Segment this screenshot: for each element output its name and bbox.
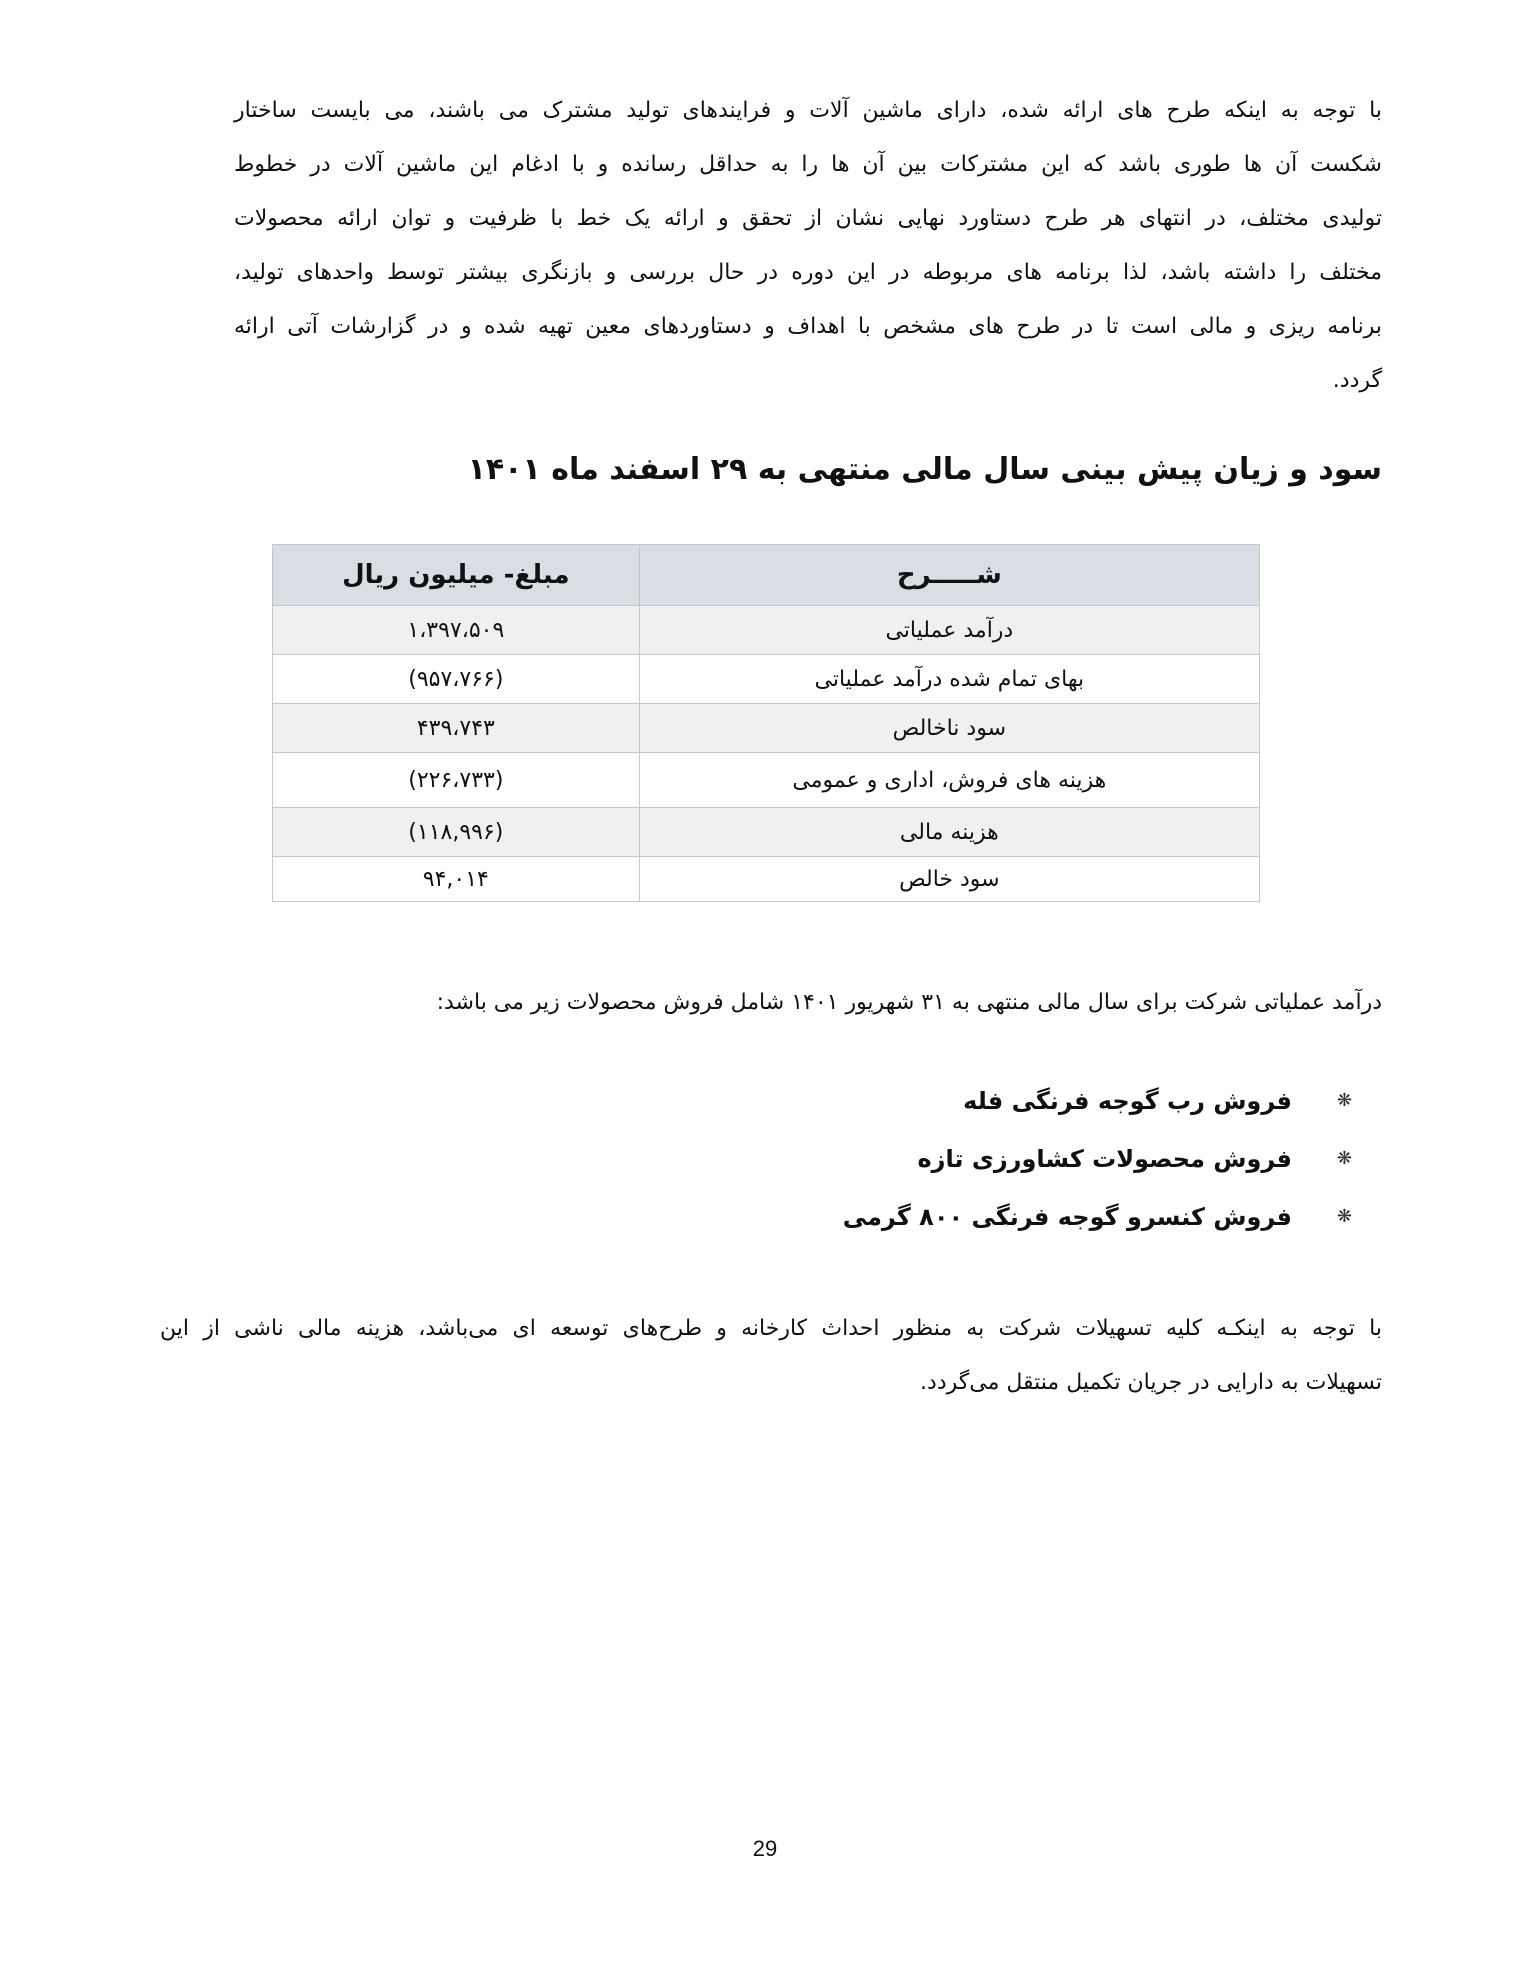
product-label: فروش رب گوجه فرنگی فله	[963, 1087, 1292, 1115]
table-row	[273, 753, 1260, 808]
row-amount: (۱۱۸,۹۹۶)	[273, 808, 640, 857]
list-item	[843, 1188, 1352, 1246]
row-description: درآمد عملیاتی	[639, 606, 1259, 655]
row-description: سود ناخالص	[639, 704, 1259, 753]
table-row	[273, 655, 1260, 704]
intro-line: گردد.	[1332, 368, 1382, 393]
row-description: هزینه های فروش، اداری و عمومی	[639, 753, 1259, 808]
profit-loss-table	[272, 544, 1260, 902]
row-description: بهای تمام شده درآمد عملیاتی	[639, 655, 1259, 704]
table-row	[273, 606, 1260, 655]
closing-paragraph	[160, 1302, 1382, 1410]
bullet-icon: ❋	[1336, 1148, 1352, 1169]
header-amount: مبلغ- میلیون ریال	[273, 545, 640, 606]
product-label: فروش کنسرو گوجه فرنگی ۸۰۰ گرمی	[842, 1203, 1292, 1231]
table-header-row	[273, 545, 1260, 606]
row-amount: ۴۳۹،۷۴۳	[273, 704, 640, 753]
section-heading: سود و زیان پیش بینی سال مالی منتهی به ۲۹ اسفند ماه ۱۴۰۱	[467, 452, 1382, 487]
row-amount: (۹۵۷،۷۶۶)	[273, 655, 640, 704]
intro-paragraph	[234, 84, 1382, 408]
row-amount: (۲۲۶،۷۳۳)	[273, 753, 640, 808]
closing-line: با توجه به اینکـه کلیه تسهیلات شرکت به منظور احداث کارخانه و طرح‌های توسعه ای می‌باشد، هزینه مالی ناشی از این	[160, 1316, 1382, 1341]
list-item	[843, 1072, 1352, 1130]
row-amount: ۹۴,۰۱۴	[273, 857, 640, 902]
bullet-icon: ❋	[1336, 1206, 1352, 1227]
product-list	[843, 1072, 1352, 1246]
row-description: سود خالص	[639, 857, 1259, 902]
row-amount: ۱،۳۹۷،۵۰۹	[273, 606, 640, 655]
intro-line: برنامه ریزی و مالی است تا در طرح های مشخص با اهداف و دستاوردهای معین تهیه شده و در گزارشات آتی ارائه	[234, 314, 1382, 339]
intro-line: با توجه به اینکه طرح های ارائه شده، دارای ماشین آلات و فرایندهای تولید مشترک می باشند، می بایست ساختار	[234, 98, 1382, 123]
list-item	[843, 1130, 1352, 1188]
intro-line: شکست آن ها طوری باشد که این مشترکات بین آن ها را به حداقل رسانده و با ادغام این ماشین آلات در خطوط	[234, 152, 1382, 177]
closing-line: تسهیلات به دارایی در جریان تکمیل منتقل می‌گردد.	[920, 1370, 1382, 1395]
table-row	[273, 808, 1260, 857]
table-row	[273, 857, 1260, 902]
bullet-icon: ❋	[1336, 1090, 1352, 1111]
revenue-note: درآمد عملیاتی شرکت برای سال مالی منتهی به ۳۱ شهریور ۱۴۰۱ شامل فروش محصولات زیر می باشد:	[436, 990, 1382, 1015]
page-number: 29	[752, 1836, 778, 1861]
intro-line: تولیدی مختلف، در انتهای هر طرح دستاورد نهایی نشان از تحقق و ارائه یک خط با ظرفیت و توان ارائه محصولات	[234, 206, 1382, 231]
product-label: فروش محصولات کشاورزی تازه	[917, 1145, 1292, 1173]
row-description: هزینه مالی	[639, 808, 1259, 857]
table-row	[273, 704, 1260, 753]
header-description: شـــــرح	[639, 545, 1259, 606]
intro-line: مختلف را داشته باشد، لذا برنامه های مربوطه در این دوره در حال بررسی و بازنگری بیشتر توسط واحدهای تولید،	[234, 260, 1382, 285]
